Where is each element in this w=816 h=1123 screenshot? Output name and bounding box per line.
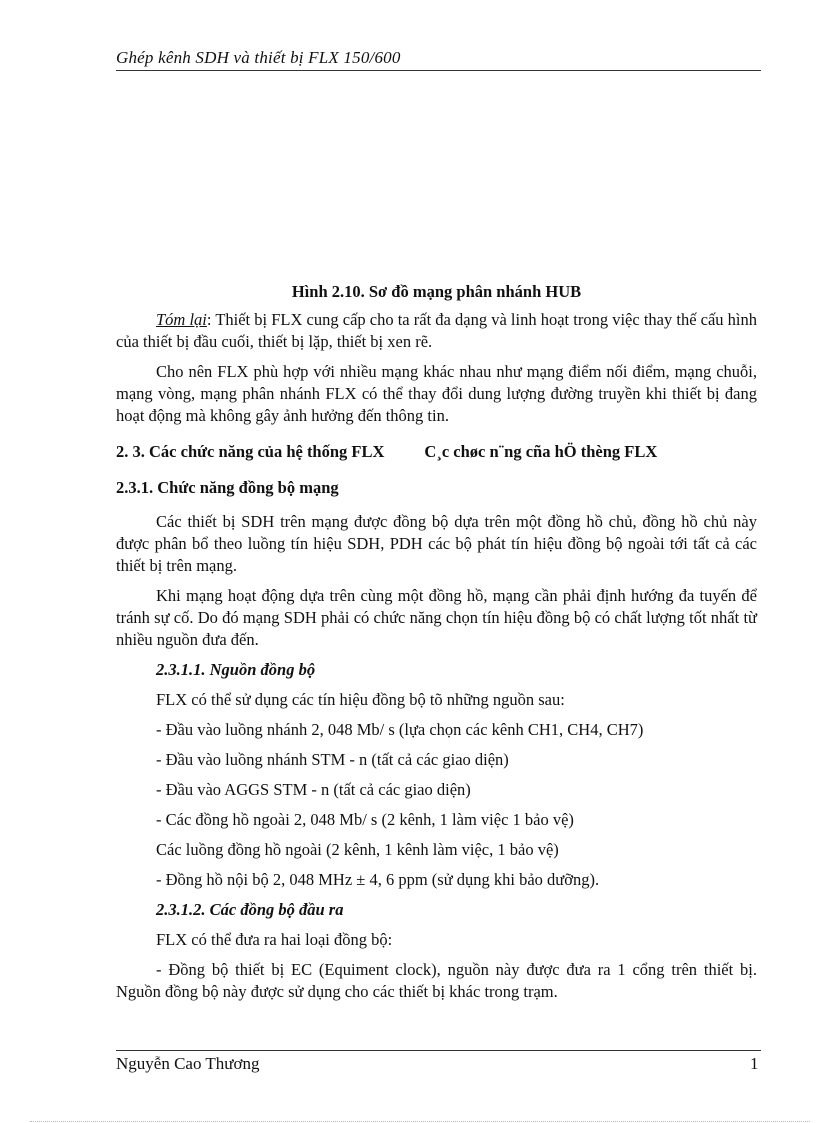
outputs-intro: FLX có thể đưa ra hai loại đồng bộ: — [156, 930, 393, 949]
list-item: - Đầu vào AGGS STM - n (tất cả các giao diện) — [156, 780, 471, 799]
list-item: - Đồng hồ nội bộ 2, 048 MHz ± 4, 6 ppm (sử dụng khi bảo dưỡng). — [156, 870, 600, 889]
section-heading-2-3-1-1: 2.3.1.1. Nguồn đồng bộ — [156, 660, 316, 679]
list-item: - Đầu vào luồng nhánh STM - n (tất cả các giao diện) — [156, 750, 509, 769]
section-heading-2-3-1-2: 2.3.1.2. Các đồng bộ đầu ra — [156, 900, 344, 919]
flx-paragraph: Cho nên FLX phù hợp với nhiều mạng khác nhau như mạng điểm nối điểm, mạng chuỗi, mạng vòng, mạng phân nhánh FLX có thể thay đổi dung lượng đường truyền khi thiết bị đang hoạt động mà không gây ảnh hưởng đến thông tin. — [116, 362, 757, 425]
section-heading-2-3 — [116, 441, 757, 463]
page-body — [116, 281, 757, 1011]
section-title-legacy-encoding: C¸c chøc n¨ng cña hÖ thèng FLX — [424, 442, 658, 461]
summary-text: : Thiết bị FLX cung cấp cho ta rất đa dạng và linh hoạt trong việc thay thế cấu hình của thiết bị đầu cuối, thiết bị lặp, thiết bị xen rẽ. — [116, 310, 758, 351]
page-bottom-border — [30, 1121, 810, 1122]
list-item: Các luồng đồng hồ ngoài (2 kênh, 1 kênh làm việc, 1 bảo vệ) — [156, 840, 559, 859]
sync-paragraph-1: Các thiết bị SDH trên mạng được đồng bộ dựa trên một đồng hồ chủ, đồng hồ chủ này được phân bổ theo luồng tín hiệu SDH, PDH các bộ phát tín hiệu đồng bộ ngoài tới tất cả các thiết bị trên mạng. — [116, 512, 757, 575]
summary-paragraph — [116, 309, 757, 353]
outputs-paragraph: - Đồng bộ thiết bị EC (Equiment clock), nguồn này được đưa ra 1 cổng trên thiết bị. Nguồn đồng bộ này được sử dụng cho các thiết bị khác trong trạm. — [116, 960, 757, 1001]
page-number: 1 — [750, 1054, 759, 1073]
sources-intro: FLX có thể sử dụng các tín hiệu đồng bộ tõ những nguồn sau: — [156, 690, 565, 709]
sync-paragraph-2: Khi mạng hoạt động dựa trên cùng một đồng hồ, mạng cần phải định hướng đa tuyến để tránh sự cố. Do đó mạng SDH phải có chức năng chọn tín hiệu đồng bộ có chất lượng tốt nhất từ nhiều nguồn đưa đến. — [116, 586, 757, 649]
running-header: Ghép kênh SDH và thiết bị FLX 150/600 — [116, 48, 761, 71]
footer-divider — [116, 1050, 761, 1051]
figure-caption: Hình 2.10. Sơ đồ mạng phân nhánh HUB — [291, 282, 582, 301]
list-item: - Đầu vào luồng nhánh 2, 048 Mb/ s (lựa chọn các kênh CH1, CH4, CH7) — [156, 720, 644, 739]
footer-author: Nguyễn Cao Thương — [116, 1054, 260, 1073]
summary-lead: Tóm lại — [156, 310, 207, 329]
list-item: - Các đồng hồ ngoài 2, 048 Mb/ s (2 kênh, 1 làm việc 1 bảo vệ) — [156, 810, 574, 829]
section-title: 2. 3. Các chức năng của hệ thống FLX — [116, 442, 385, 461]
section-heading-2-3-1: 2.3.1. Chức năng đồng bộ mạng — [116, 478, 339, 497]
